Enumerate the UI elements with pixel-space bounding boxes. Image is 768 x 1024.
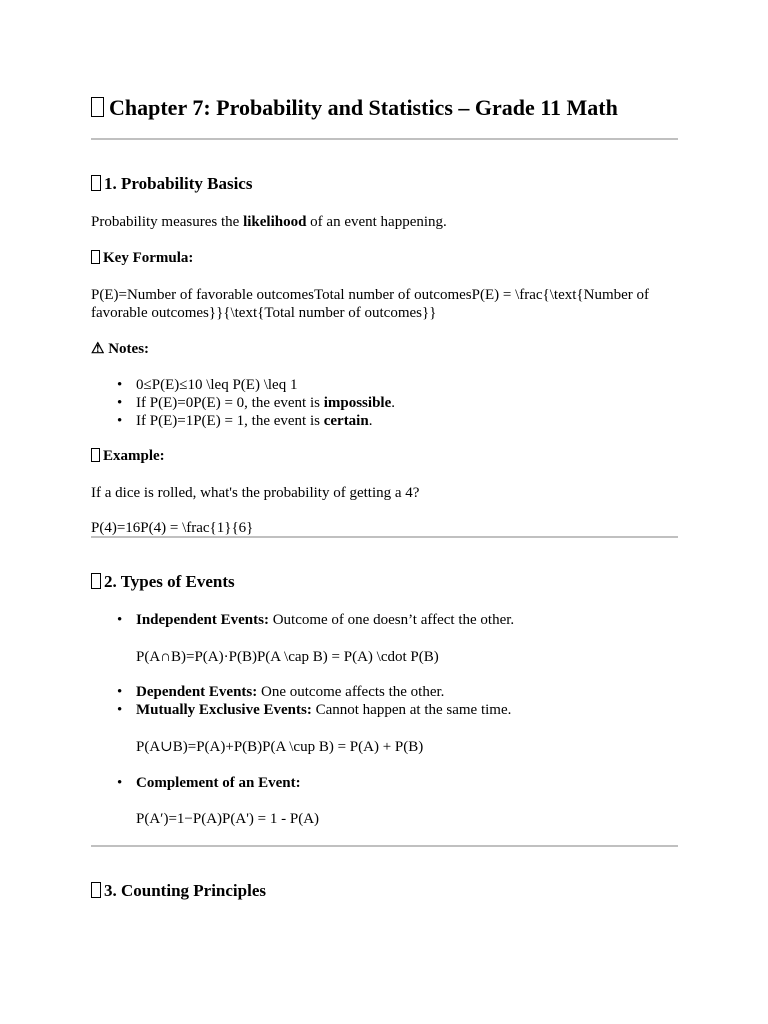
example-answer: P(4)=16P(4) = \frac{1}{6} <box>91 520 254 536</box>
list-item <box>91 394 678 412</box>
divider <box>91 138 678 140</box>
intro-text-end: of an event happening. <box>306 214 447 230</box>
intro-text: Probability measures the <box>91 214 244 230</box>
example-label <box>91 447 165 465</box>
event-type-label: Independent Events: <box>136 612 269 628</box>
note-text-end: . <box>368 413 373 429</box>
page-title-text: Chapter 7: Probability and Statistics – Grade 11 Math <box>109 95 618 120</box>
missing-glyph-icon <box>91 97 104 117</box>
event-type-description: Cannot happen at the same time. <box>311 702 512 718</box>
events-list-2 <box>91 683 678 719</box>
page-title <box>91 94 618 122</box>
intro-bold-text: likelihood <box>243 214 307 230</box>
note-text: If P(E)=0P(E) = 0, the event is <box>136 395 324 411</box>
missing-glyph-icon <box>91 882 101 898</box>
formula-independent: P(A∩B)=P(A)·P(B)P(A \cap B) = P(A) \cdot P(B) <box>136 649 439 665</box>
section-heading-types-of-events <box>91 571 235 593</box>
note-text: If P(E)=1P(E) = 1, the event is <box>136 413 324 429</box>
event-type-label: Mutually Exclusive Events: <box>136 702 312 718</box>
section-heading-text: 2. Types of Events <box>104 572 235 591</box>
key-formula-text: P(E)=Number of favorable outcomesTotal number of outcomesP(E) = \frac{\text{Number of favorable outcomes}}{\text{Total number of outcomes}} <box>91 287 650 321</box>
list-item-independent-events <box>91 611 678 629</box>
event-type-label: Dependent Events: <box>136 684 258 700</box>
list-item <box>91 376 678 394</box>
notes-label-text: Notes: <box>108 341 150 357</box>
divider <box>91 536 678 538</box>
formula-mutually-exclusive: P(A∪B)=P(A)+P(B)P(A \cup B) = P(A) + P(B) <box>136 739 424 755</box>
key-formula-label-text: Key Formula: <box>103 250 194 266</box>
list-item-dependent-events <box>91 683 678 701</box>
notes-list <box>91 376 678 430</box>
events-list-1 <box>91 611 678 629</box>
events-list-3 <box>91 774 678 792</box>
example-question: If a dice is rolled, what's the probability of getting a 4? <box>91 485 420 501</box>
formula-complement: P(A′)=1−P(A)P(A') = 1 - P(A) <box>136 811 320 827</box>
divider <box>91 845 678 847</box>
list-item-complement <box>91 774 678 792</box>
missing-glyph-icon <box>91 250 100 264</box>
event-type-description: One outcome affects the other. <box>257 684 445 700</box>
section-heading-probability-basics <box>91 173 252 195</box>
list-item <box>91 412 678 430</box>
notes-label <box>91 340 149 358</box>
section-heading-text: 3. Counting Principles <box>104 881 266 900</box>
event-type-label: Complement of an Event: <box>136 775 301 791</box>
key-formula-label <box>91 249 193 267</box>
note-bold-text: certain <box>323 413 369 429</box>
missing-glyph-icon <box>91 573 101 589</box>
section-heading-counting-principles <box>91 880 266 902</box>
example-label-text: Example: <box>103 448 165 464</box>
note-bold-text: impossible <box>323 395 392 411</box>
missing-glyph-icon <box>91 175 101 191</box>
section-heading-text: 1. Probability Basics <box>104 174 253 193</box>
missing-glyph-icon <box>91 448 100 462</box>
warning-icon: ⚠ <box>91 341 105 357</box>
list-item-mutually-exclusive-events <box>91 701 678 719</box>
intro-paragraph <box>91 213 678 231</box>
note-text-end: . <box>391 395 395 411</box>
event-type-description: Outcome of one doesn’t affect the other. <box>268 612 515 628</box>
note-text: 0≤P(E)≤10 \leq P(E) \leq 1 <box>136 377 298 393</box>
